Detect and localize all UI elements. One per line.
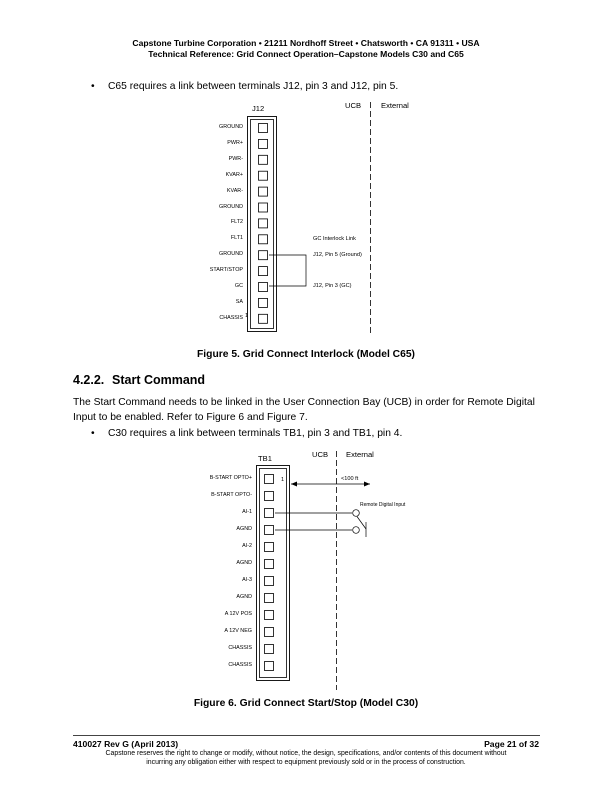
bullet-c30-text: C30 requires a link between terminals TB1, pin 3 and TB1, pin 4. <box>108 428 403 439</box>
j12-terminal-label: SA <box>235 298 243 305</box>
tb1-pin1-marker: 1 <box>281 477 285 483</box>
j12-pin1-marker: 1 <box>245 313 249 319</box>
section-title: Start Command <box>112 373 206 387</box>
j12-terminal-label: FLT1 <box>230 235 243 242</box>
bullet-dot-icon: • <box>91 81 95 92</box>
tb1-terminal-label: CHASSIS <box>228 645 252 651</box>
footer-rule <box>73 735 540 736</box>
pin5-ground-label: J12, Pin 5 (Ground) <box>313 252 362 258</box>
tb1-terminal-screw-box <box>265 560 274 569</box>
gc-interlock-link-label: GC Interlock Link <box>313 236 356 242</box>
remote-digital-input-label: Remote Digital Input <box>360 502 406 508</box>
tb1-terminal-screw-box <box>265 594 274 603</box>
figure-6-caption: Figure 6. Grid Connect Start/Stop (Model C30) <box>193 698 419 709</box>
tb1-terminal-screw-box <box>265 543 274 552</box>
j12-terminal-label: FLT2 <box>230 219 243 226</box>
tb1-outer-block <box>257 466 290 681</box>
ucb-label: UCB <box>345 101 362 110</box>
agnd-contact-circle <box>353 527 360 534</box>
section-number: 4.2.2. <box>73 373 105 387</box>
ucb-label: UCB <box>312 450 329 459</box>
j12-terminal-label: CHASSIS <box>219 314 243 321</box>
j12-terminal-label: PWR+ <box>227 139 243 146</box>
tb1-terminal-label: AI-3 <box>242 577 252 583</box>
tb1-terminal-screw-box <box>265 526 274 535</box>
j12-terminal-label: GROUND <box>219 124 243 130</box>
tb1-inner-block <box>260 469 287 678</box>
footer-page-number: Page 21 of 32 <box>484 739 539 749</box>
tb1-terminal-label: A 12V NEG <box>224 628 252 634</box>
distance-label: <100 ft <box>341 476 359 482</box>
tb1-terminal-label: AGND <box>236 560 252 566</box>
j12-terminal-label: GC <box>234 283 243 289</box>
tb1-terminal-label: CHASSIS <box>228 662 252 668</box>
tb1-terminal-screw-box <box>265 611 274 620</box>
switch-blade <box>357 517 366 530</box>
j12-terminal-label: START/STOP <box>209 267 243 274</box>
tb1-terminal-label: AI-1 <box>242 509 252 515</box>
tb1-terminal-screw-box <box>265 577 274 586</box>
tb1-terminal-label: AGND <box>236 526 252 532</box>
footer-doc-number: 410027 Rev G (April 2013) <box>73 739 179 749</box>
footer-notice-line2: incurring any obligation either with respect to equipment previously sold or in the process of construction. <box>146 759 466 766</box>
tb1-terminal-label: B-START OPTO- <box>211 492 252 498</box>
j12-connector-label: J12 <box>252 104 265 113</box>
j12-terminal-label: KVAR- <box>226 187 243 194</box>
tb1-terminal-label: B-START OPTO+ <box>209 475 252 481</box>
pin3-gc-label: J12, Pin 3 (GC) <box>313 283 352 289</box>
tb1-terminal-screw-box <box>265 492 274 501</box>
section-body-paragraph: The Start Command needs to be linked in the User Connection Bay (UCB) in order for Remote Digital Input to be enabled. Refer to Figure 6 and Figure 7. <box>73 397 535 423</box>
tb1-terminal-label: AGND <box>236 594 252 600</box>
j12-terminal-label: GROUND <box>219 203 243 210</box>
tb1-terminal-label: AI-2 <box>242 543 252 549</box>
header-title-line: Technical Reference: Grid Connect Operation–Capstone Models C30 and C65 <box>148 49 464 59</box>
tb1-connector-label: TB1 <box>258 454 272 463</box>
j12-terminal-label: KVAR+ <box>225 171 243 178</box>
bullet-c65-text: C65 requires a link between terminals J12, pin 3 and J12, pin 5. <box>108 81 399 92</box>
j12-terminal-label: GROUND <box>219 251 243 258</box>
tb1-terminal-screw-box <box>265 509 274 518</box>
tb1-terminal-screw-box <box>265 645 274 654</box>
external-label: External <box>381 101 409 110</box>
tb1-terminal-screw-box <box>265 475 274 484</box>
footer-notice-line1: Capstone reserves the right to change or modify, without notice, the design, specifications, and/or contents of this document without <box>105 750 507 757</box>
tb1-terminal-screw-box <box>265 662 274 671</box>
distance-arrow-right-head <box>364 482 370 487</box>
external-label: External <box>346 450 374 459</box>
tb1-terminal-label: A 12V POS <box>224 611 252 617</box>
ai1-contact-circle <box>353 510 360 517</box>
figure-5-caption: Figure 5. Grid Connect Interlock (Model C65) <box>197 349 415 360</box>
bullet-dot-icon: • <box>91 428 95 439</box>
j12-terminal-label: PWR- <box>228 155 243 162</box>
header-company-line: Capstone Turbine Corporation • 21211 Nordhoff Street • Chatsworth • CA 91311 • USA <box>132 38 480 48</box>
tb1-terminal-screw-box <box>265 628 274 637</box>
distance-arrow-left-head <box>291 482 297 487</box>
